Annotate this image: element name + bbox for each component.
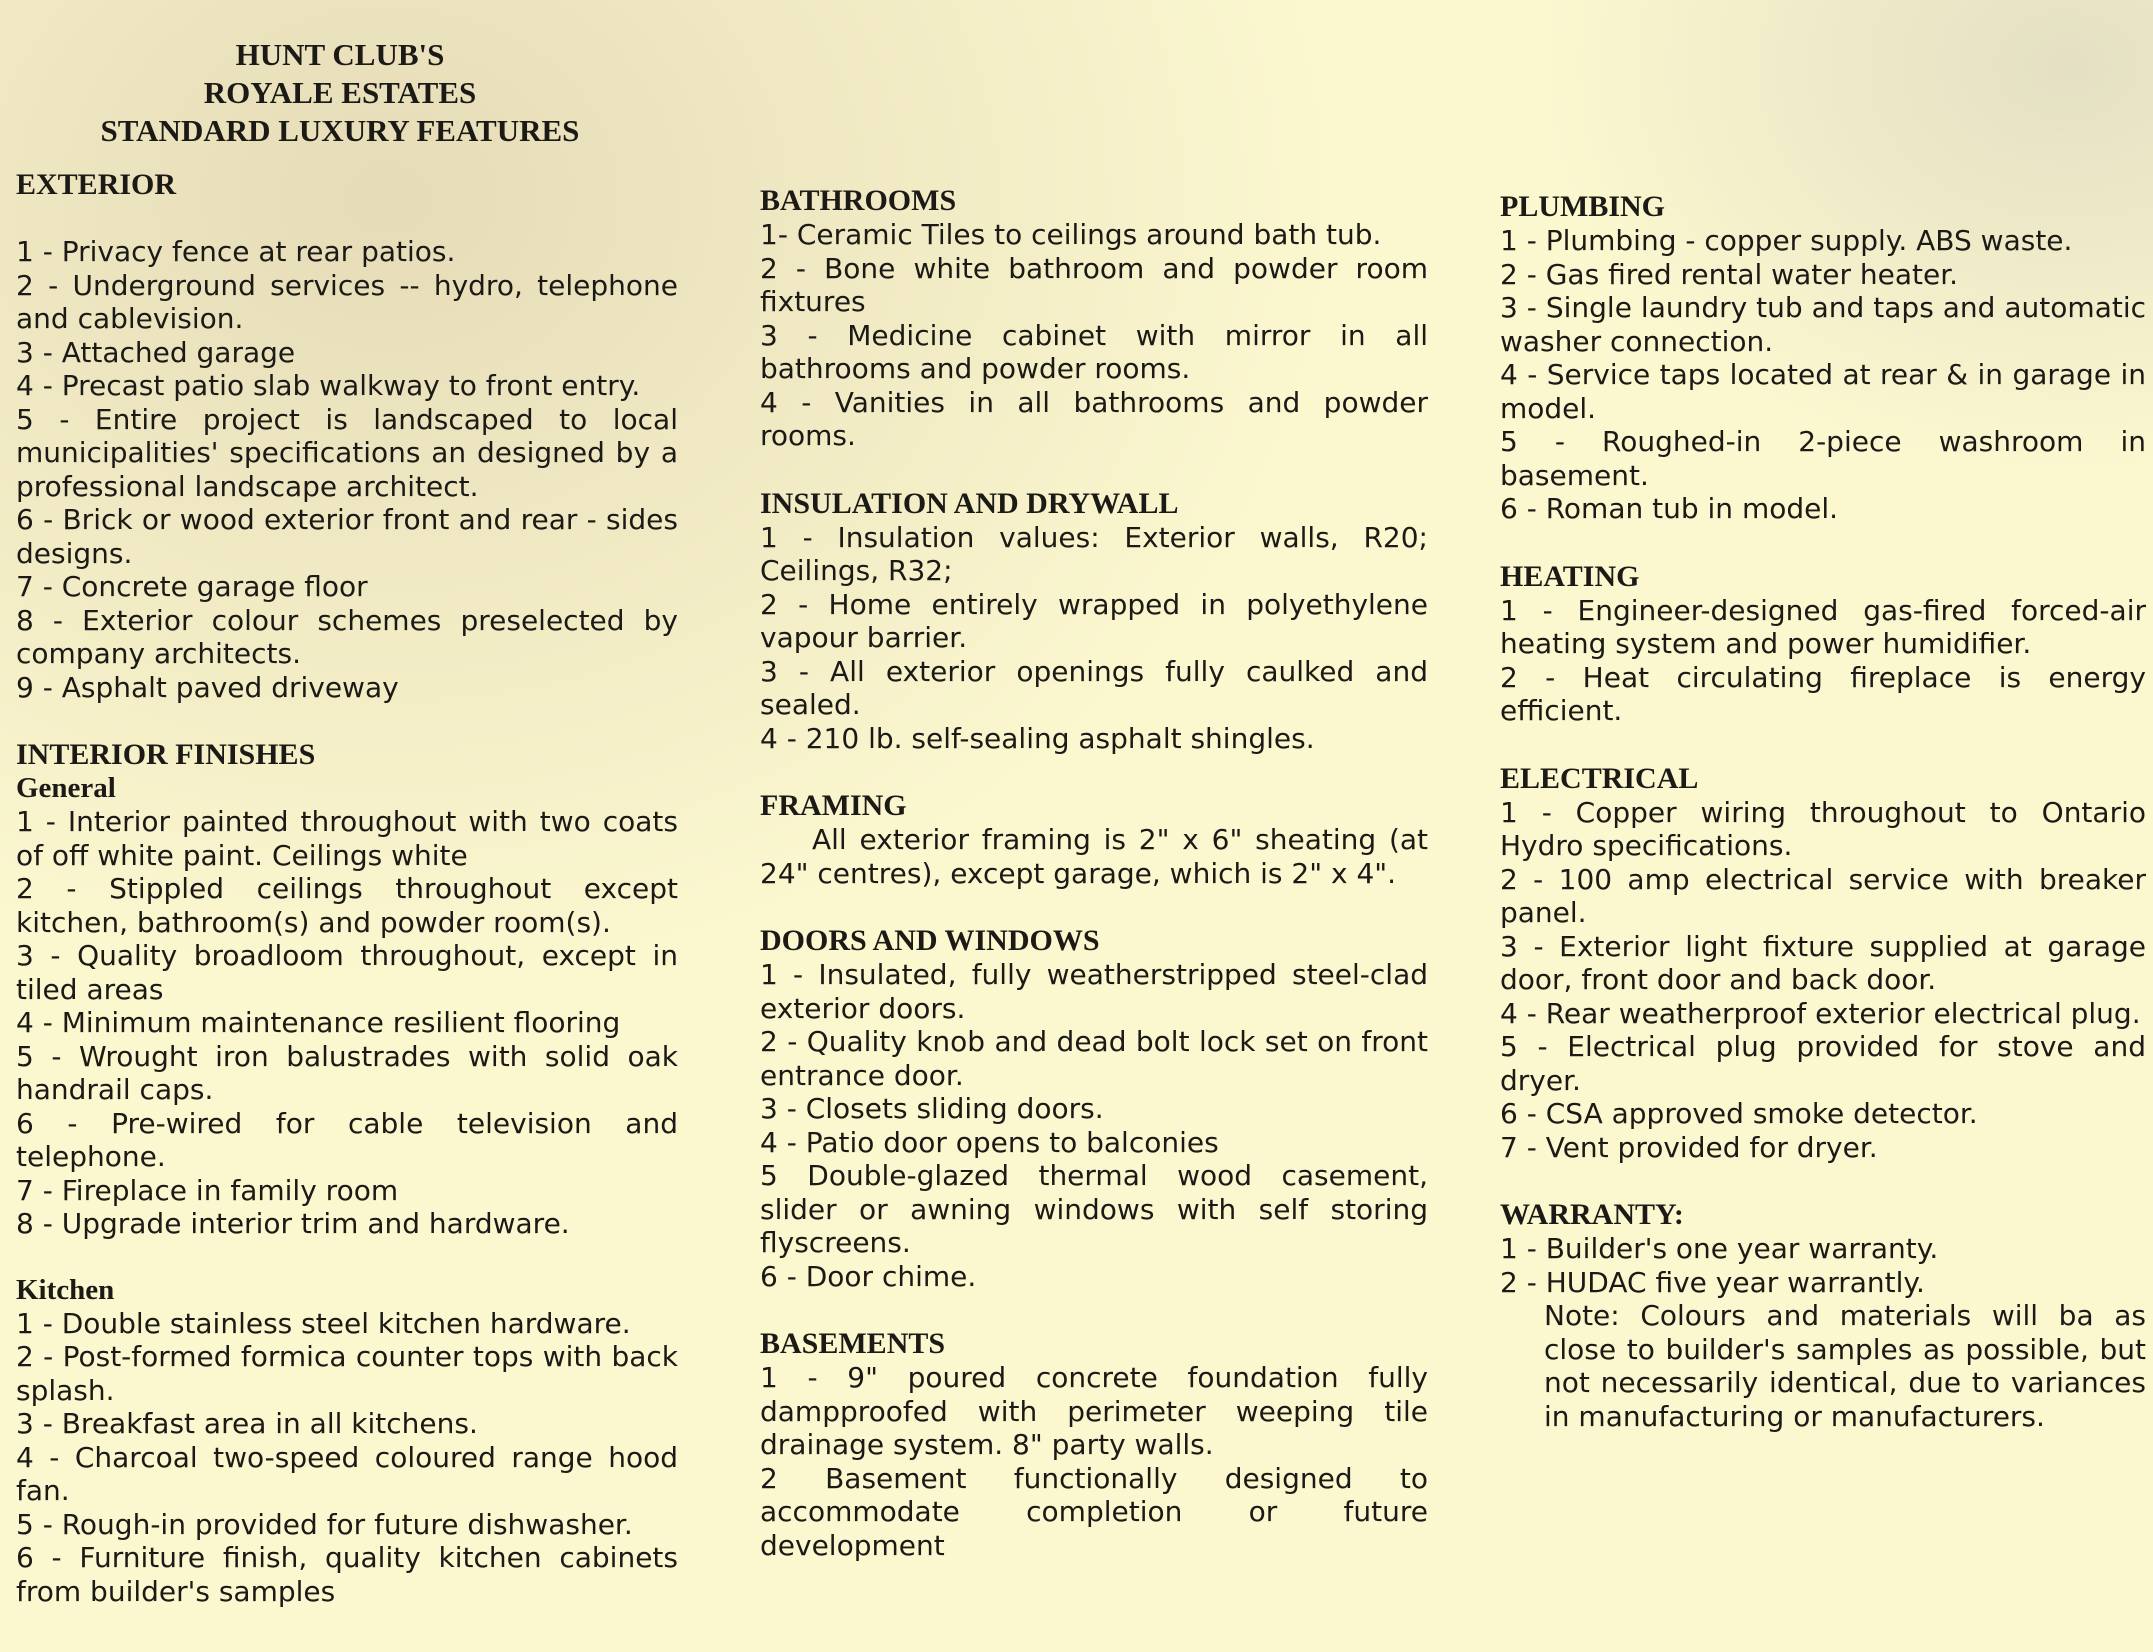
list-item: 1- Ceramic Tiles to ceilings around bath tub. — [760, 218, 1382, 251]
list-item: 2 - Home entirely wrapped in polyethylene vapour barrier. — [760, 587, 1428, 654]
list-item: 2 - 100 amp electrical service with breaker panel. — [1500, 862, 2146, 929]
section-heating — [1500, 560, 2146, 728]
list-item: 2 Basement functionally designed to accommodate completion or future development — [760, 1461, 1428, 1562]
heading-bathrooms: BATHROOMS — [760, 184, 957, 217]
framing-text: All exterior framing is 2" x 6" sheating (at 24" centres), except garage, which is 2" x 4". — [760, 823, 1428, 890]
list-item: 4 - Service taps located at rear & in garage in model. — [1500, 358, 2146, 425]
subheading-kitchen: Kitchen — [16, 1273, 115, 1306]
list-item: 5 - Electrical plug provided for stove and dryer. — [1500, 1030, 2146, 1097]
heading-insulation: INSULATION AND DRYWALL — [760, 486, 1179, 520]
list-item: 9 - Asphalt paved driveway — [16, 670, 399, 704]
list-item: 1 - Copper wiring throughout to Ontario Hydro specifications. — [1500, 795, 2146, 862]
list-item: 1 - Engineer-designed gas-fired forced-air heating system and power humidifier. — [1500, 593, 2146, 660]
list-item: 5 - Wrought iron balustrades with solid oak handrail caps. — [16, 1039, 678, 1106]
title-line-1: HUNT CLUB'S — [235, 37, 445, 72]
warranty-note: Note: Colours and materials will ba as close to builder's samples as possible, but not necessarily identical, due to variances in manufacturing or manufacturers. — [1544, 1299, 2146, 1433]
list-item: 1 - Plumbing - copper supply. ABS waste. — [1500, 224, 2073, 257]
list-item: 2 - Bone white bathroom and powder room fixtures — [760, 251, 1428, 318]
list-item: 1 - Insulated, fully weatherstripped steel-clad exterior doors. — [760, 958, 1428, 1025]
section-bathrooms — [760, 184, 1428, 453]
list-item: 5 - Rough-in provided for future dishwasher. — [16, 1507, 633, 1541]
list-item: 7 - Concrete garage floor — [16, 570, 368, 603]
list-item: 3 - Exterior light fixture supplied at garage door, front door and back door. — [1500, 929, 2146, 996]
list-item: 2 - Quality knob and dead bolt lock set on front entrance door. — [760, 1025, 1428, 1092]
list-item: 7 - Vent provided for dryer. — [1500, 1130, 1878, 1164]
list-item: 4 - Rear weatherproof exterior electrical plug. — [1500, 996, 2141, 1030]
list-item: 2 - Heat circulating fireplace is energy efficient. — [1500, 660, 2146, 727]
list-item: 3 - Quality broadloom throughout, except in tiled areas — [16, 939, 678, 1006]
list-item: 1 - Privacy fence at rear patios. — [16, 235, 456, 268]
list-item: 4 - Patio door opens to balconies — [760, 1125, 1219, 1159]
list-item: 6 - Pre-wired for cable television and telephone. — [16, 1106, 678, 1173]
heading-framing: FRAMING — [760, 789, 907, 822]
list-item: 4 - 210 lb. self-sealing asphalt shingles. — [760, 721, 1315, 755]
section-doors-windows — [760, 924, 1428, 1293]
list-item: 8 - Upgrade interior trim and hardware. — [16, 1207, 570, 1240]
list-item: 4 - Charcoal two-speed coloured range hood fan. — [16, 1440, 678, 1507]
section-warranty — [1500, 1198, 2146, 1433]
list-item: 5 - Roughed-in 2-piece washroom in basement. — [1500, 425, 2146, 492]
list-item: 6 - Door chime. — [760, 1259, 977, 1293]
list-item: 1 - Double stainless steel kitchen hardware. — [16, 1306, 631, 1340]
list-item: 3 - Attached garage — [16, 335, 296, 369]
column-right — [1500, 190, 2146, 1467]
subheading-general: General — [16, 772, 116, 804]
list-item: 6 - Furniture finish, quality kitchen cabinets from builder's samples — [16, 1541, 678, 1608]
heading-plumbing: PLUMBING — [1500, 190, 1665, 223]
list-item: 6 - Brick or wood exterior front and rear - sides designs. — [16, 503, 678, 570]
heading-exterior: EXTERIOR — [16, 168, 177, 201]
list-item: 8 - Exterior colour schemes preselected by company architects. — [16, 603, 678, 670]
list-item: 3 - Medicine cabinet with mirror in all bathrooms and powder rooms. — [760, 318, 1428, 385]
heading-warranty: WARRANTY: — [1500, 1198, 1684, 1231]
list-item: 1 - Builder's one year warranty. — [1500, 1232, 1939, 1265]
list-item: 7 - Fireplace in family room — [16, 1173, 399, 1207]
list-item: 5 - Entire project is landscaped to local municipalities' specifications an designed by a professional landscape architect. — [16, 402, 678, 503]
heading-electrical: ELECTRICAL — [1500, 761, 1699, 795]
heading-basements: BASEMENTS — [760, 1327, 946, 1360]
list-item: 2 - Post-formed formica counter tops with back splash. — [16, 1340, 678, 1407]
list-item: 3 - All exterior openings fully caulked and sealed. — [760, 654, 1428, 721]
list-item: 1 - Interior painted throughout with two coats of off white paint. Ceilings white — [16, 805, 678, 872]
list-item: 4 - Minimum maintenance resilient flooring — [16, 1006, 621, 1039]
list-item: 5 Double-glazed thermal wood casement, slider or awning windows with self storing flyscreens. — [760, 1159, 1428, 1259]
section-exterior — [16, 168, 678, 704]
section-electrical — [1500, 762, 2146, 1165]
title-line-2: ROYALE ESTATES — [203, 75, 477, 110]
list-item: 2 - Underground services -- hydro, telephone and cablevision. — [16, 268, 678, 335]
document-title — [40, 36, 640, 150]
list-item: 3 - Closets sliding doors. — [760, 1092, 1104, 1125]
list-item: 3 - Single laundry tub and taps and automatic washer connection. — [1500, 291, 2146, 358]
heading-heating: HEATING — [1500, 559, 1640, 593]
list-item: 3 - Breakfast area in all kitchens. — [16, 1407, 478, 1440]
list-item: 4 - Precast patio slab walkway to front entry. — [16, 369, 641, 402]
section-basements — [760, 1327, 1428, 1562]
list-item: 1 - Insulation values: Exterior walls, R20; Ceilings, R32; — [760, 520, 1428, 587]
list-item: 1 - 9" poured concrete foundation fully dampproofed with perimeter weeping tile drainage system. 8" party walls. — [760, 1361, 1428, 1461]
column-left — [16, 168, 678, 1642]
heading-interior-finishes: INTERIOR FINISHES — [16, 738, 316, 771]
heading-doors-windows: DOORS AND WINDOWS — [760, 924, 1100, 957]
list-item: 6 - CSA approved smoke detector. — [1500, 1097, 1978, 1130]
column-middle — [760, 184, 1428, 1596]
section-interior-finishes — [16, 738, 678, 1608]
list-item: 4 - Vanities in all bathrooms and powder rooms. — [760, 385, 1428, 452]
section-framing — [760, 789, 1428, 890]
list-item: 6 - Roman tub in model. — [1500, 492, 1839, 525]
section-insulation — [760, 487, 1428, 756]
list-item: 2 - Stippled ceilings throughout except kitchen, bathroom(s) and powder room(s). — [16, 872, 678, 939]
section-plumbing — [1500, 190, 2146, 526]
title-line-3: STANDARD LUXURY FEATURES — [100, 113, 580, 148]
list-item: 2 - HUDAC five year warrantly. — [1500, 1265, 1925, 1299]
list-item: 2 - Gas fired rental water heater. — [1500, 257, 1959, 291]
